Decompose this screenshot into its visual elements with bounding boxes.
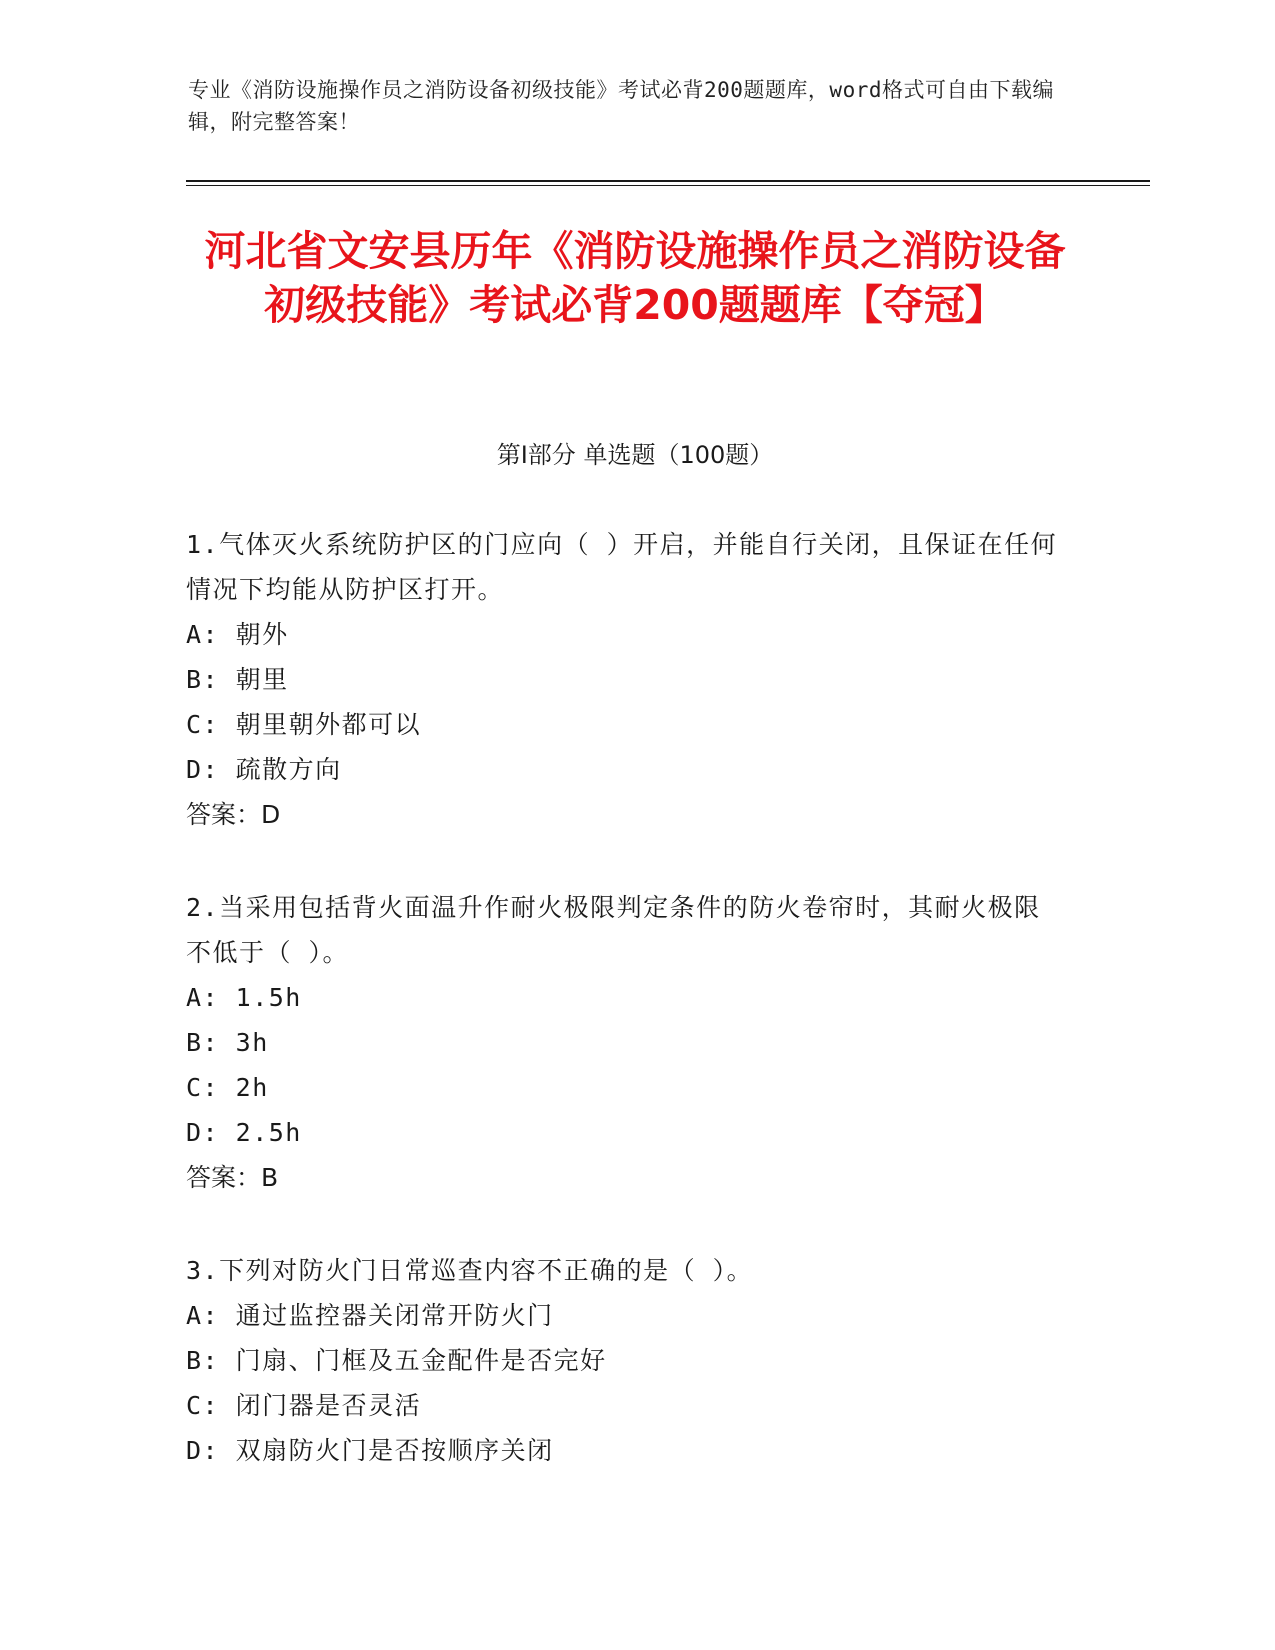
question-3 bbox=[186, 1248, 1066, 1473]
question-2 bbox=[186, 885, 1066, 1200]
question-stem: 2.当采用包括背火面温升作耐火极限判定条件的防火卷帘时，其耐火极限不低于（ ）。 bbox=[186, 893, 1041, 967]
option-b: B: 朝里 bbox=[186, 665, 289, 694]
section-title: 第Ⅰ部分 单选题（100题） bbox=[496, 441, 774, 469]
option-b: B: 门扇、门框及五金配件是否完好 bbox=[186, 1346, 607, 1375]
option-d: D: 2.5h bbox=[186, 1118, 302, 1147]
question-list bbox=[186, 522, 1066, 1521]
option-a: A: 1.5h bbox=[186, 983, 302, 1012]
option-c: C: 朝里朝外都可以 bbox=[186, 710, 422, 739]
header-note: 专业《消防设施操作员之消防设备初级技能》考试必背200题题库，word格式可自由下载编辑，附完整答案！ bbox=[188, 78, 1054, 134]
document-title: 河北省文安县历年《消防设施操作员之消防设备初级技能》考试必背200题题库【夺冠】 bbox=[204, 227, 1066, 329]
question-1 bbox=[186, 522, 1066, 837]
question-answer: 答案：B bbox=[186, 1163, 279, 1192]
option-b: B: 3h bbox=[186, 1028, 269, 1057]
option-c: C: 闭门器是否灵活 bbox=[186, 1391, 422, 1420]
header-divider-thin bbox=[186, 185, 1150, 186]
question-stem: 1.气体灭火系统防护区的门应向（ ）开启，并能自行关闭，且保证在任何情况下均能从防护区打开。 bbox=[186, 530, 1058, 604]
option-d: D: 双扇防火门是否按顺序关闭 bbox=[186, 1436, 554, 1465]
header-divider-thick bbox=[186, 180, 1150, 182]
question-answer: 答案：D bbox=[186, 800, 281, 829]
question-stem: 3.下列对防火门日常巡查内容不正确的是（ ）。 bbox=[186, 1256, 754, 1285]
option-a: A: 通过监控器关闭常开防火门 bbox=[186, 1301, 554, 1330]
option-c: C: 2h bbox=[186, 1073, 269, 1102]
option-a: A: 朝外 bbox=[186, 620, 289, 649]
option-d: D: 疏散方向 bbox=[186, 755, 342, 784]
